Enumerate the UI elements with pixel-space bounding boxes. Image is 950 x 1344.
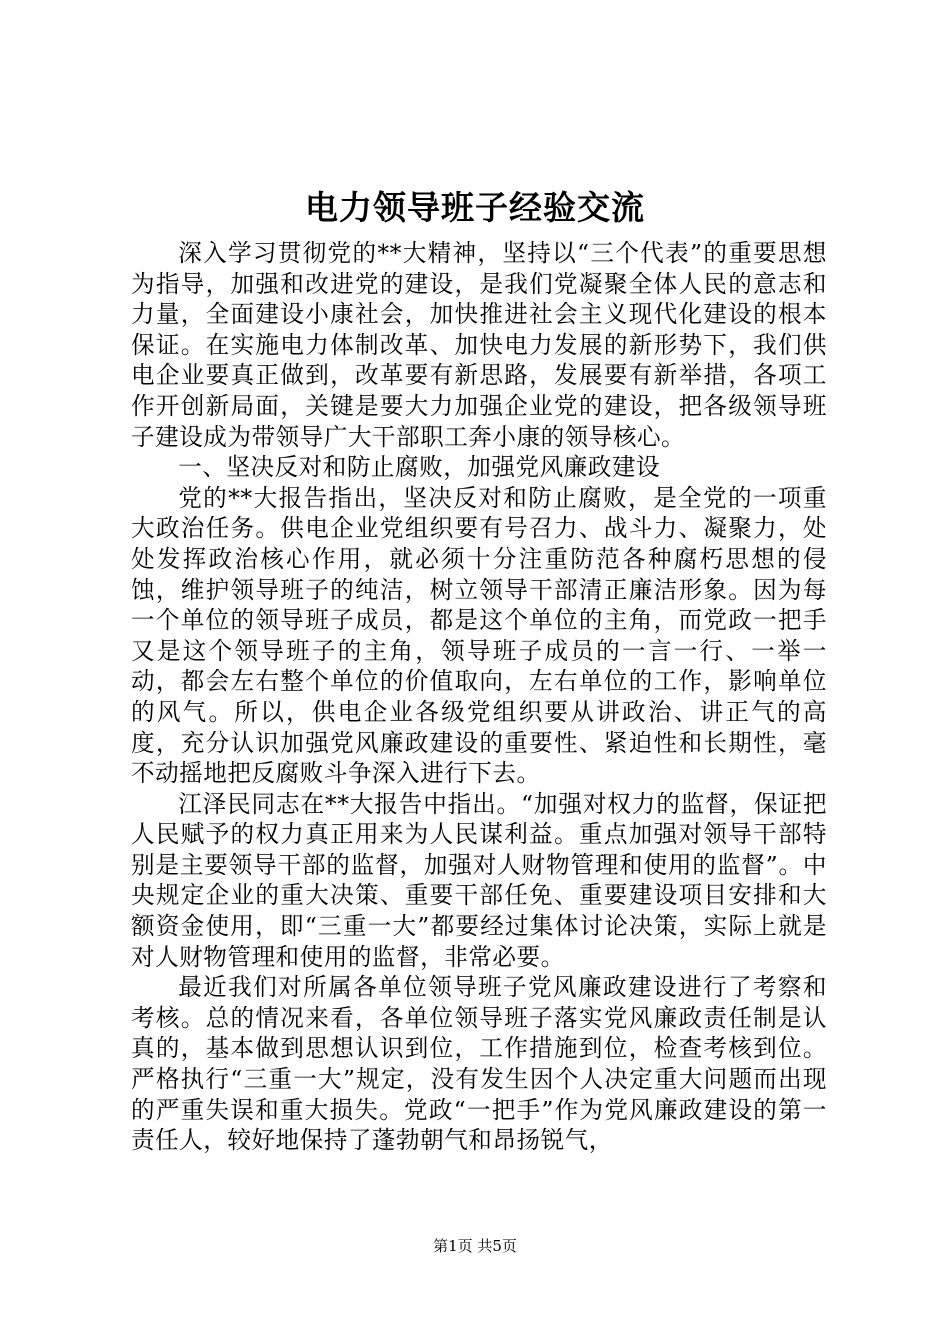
paragraph-anti-corruption: 党的**大报告指出，坚决反对和防止腐败，是全党的一项重大政治任务。供电企业党组织要有号召力、战斗力、凝聚力，处处发挥政治核心作用，就必须十分注重防范各种腐朽思想的侵蚀，维护领导班子的纯洁，树立领导干部清正廉洁形象。因为每一个单位的领导班子成员，都是这个单位的主角，而党政一把手又是这个领导班子的主角，领导班子成员的一言一行、一举一动，都会左右整个单位的价值取向，左右单位的工作，影响单位的风气。所以，供电企业各级党组织要从讲政治、讲正气的高度，充分认识加强党风廉政建设的重要性、紧迫性和长期性，毫不动摇地把反腐败斗争深入进行下去。 — [131, 483, 827, 788]
paragraph-supervision: 江泽民同志在**大报告中指出。“加强对权力的监督，保证把人民赋予的权力真正用来为人民谋利益。重点加强对领导干部特别是主要领导干部的监督，加强对人财物管理和使用的监督”。中央规定企业的重大决策、重要干部任免、重要建设项目安排和大额资金使用，即“三重一大”都要经过集体讨论决策，实际上就是对人财物管理和使用的监督，非常必要。 — [131, 789, 827, 971]
section-heading: 一、坚决反对和防止腐败，加强党风廉政建设 — [178, 453, 661, 482]
document-title: 电力领导班子经验交流 — [305, 188, 645, 227]
page-footer: 第1页 共5页 — [433, 1237, 517, 1255]
paragraph-inspection: 最近我们对所属各单位领导班子党风廉政建设进行了考察和考核。总的情况来看，各单位领导班子落实党风廉政责任制是认真的，基本做到思想认识到位，工作措施到位，检查考核到位。严格执行“三重一大”规定，没有发生因个人决定重大问题而出现的严重失误和重大损失。党政“一把手”作为党风廉政建设的第一责任人，较好地保持了蓬勃朝气和昂扬锐气， — [131, 973, 827, 1155]
document-body — [131, 238, 827, 1156]
paragraph-intro: 深入学习贯彻党的**大精神，坚持以“三个代表”的重要思想为指导，加强和改进党的建设，是我们党凝聚全体人民的意志和力量，全面建设小康社会，加快推进社会主义现代化建设的根本保证。在实施电力体制改革、加快电力发展的新形势下，我们供电企业要真正做到，改革要有新思路，发展要有新举措，各项工作开创新局面，关键是要大力加强企业党的建设，把各级领导班子建设成为带领导广大干部职工奔小康的领导核心。 — [131, 239, 827, 451]
